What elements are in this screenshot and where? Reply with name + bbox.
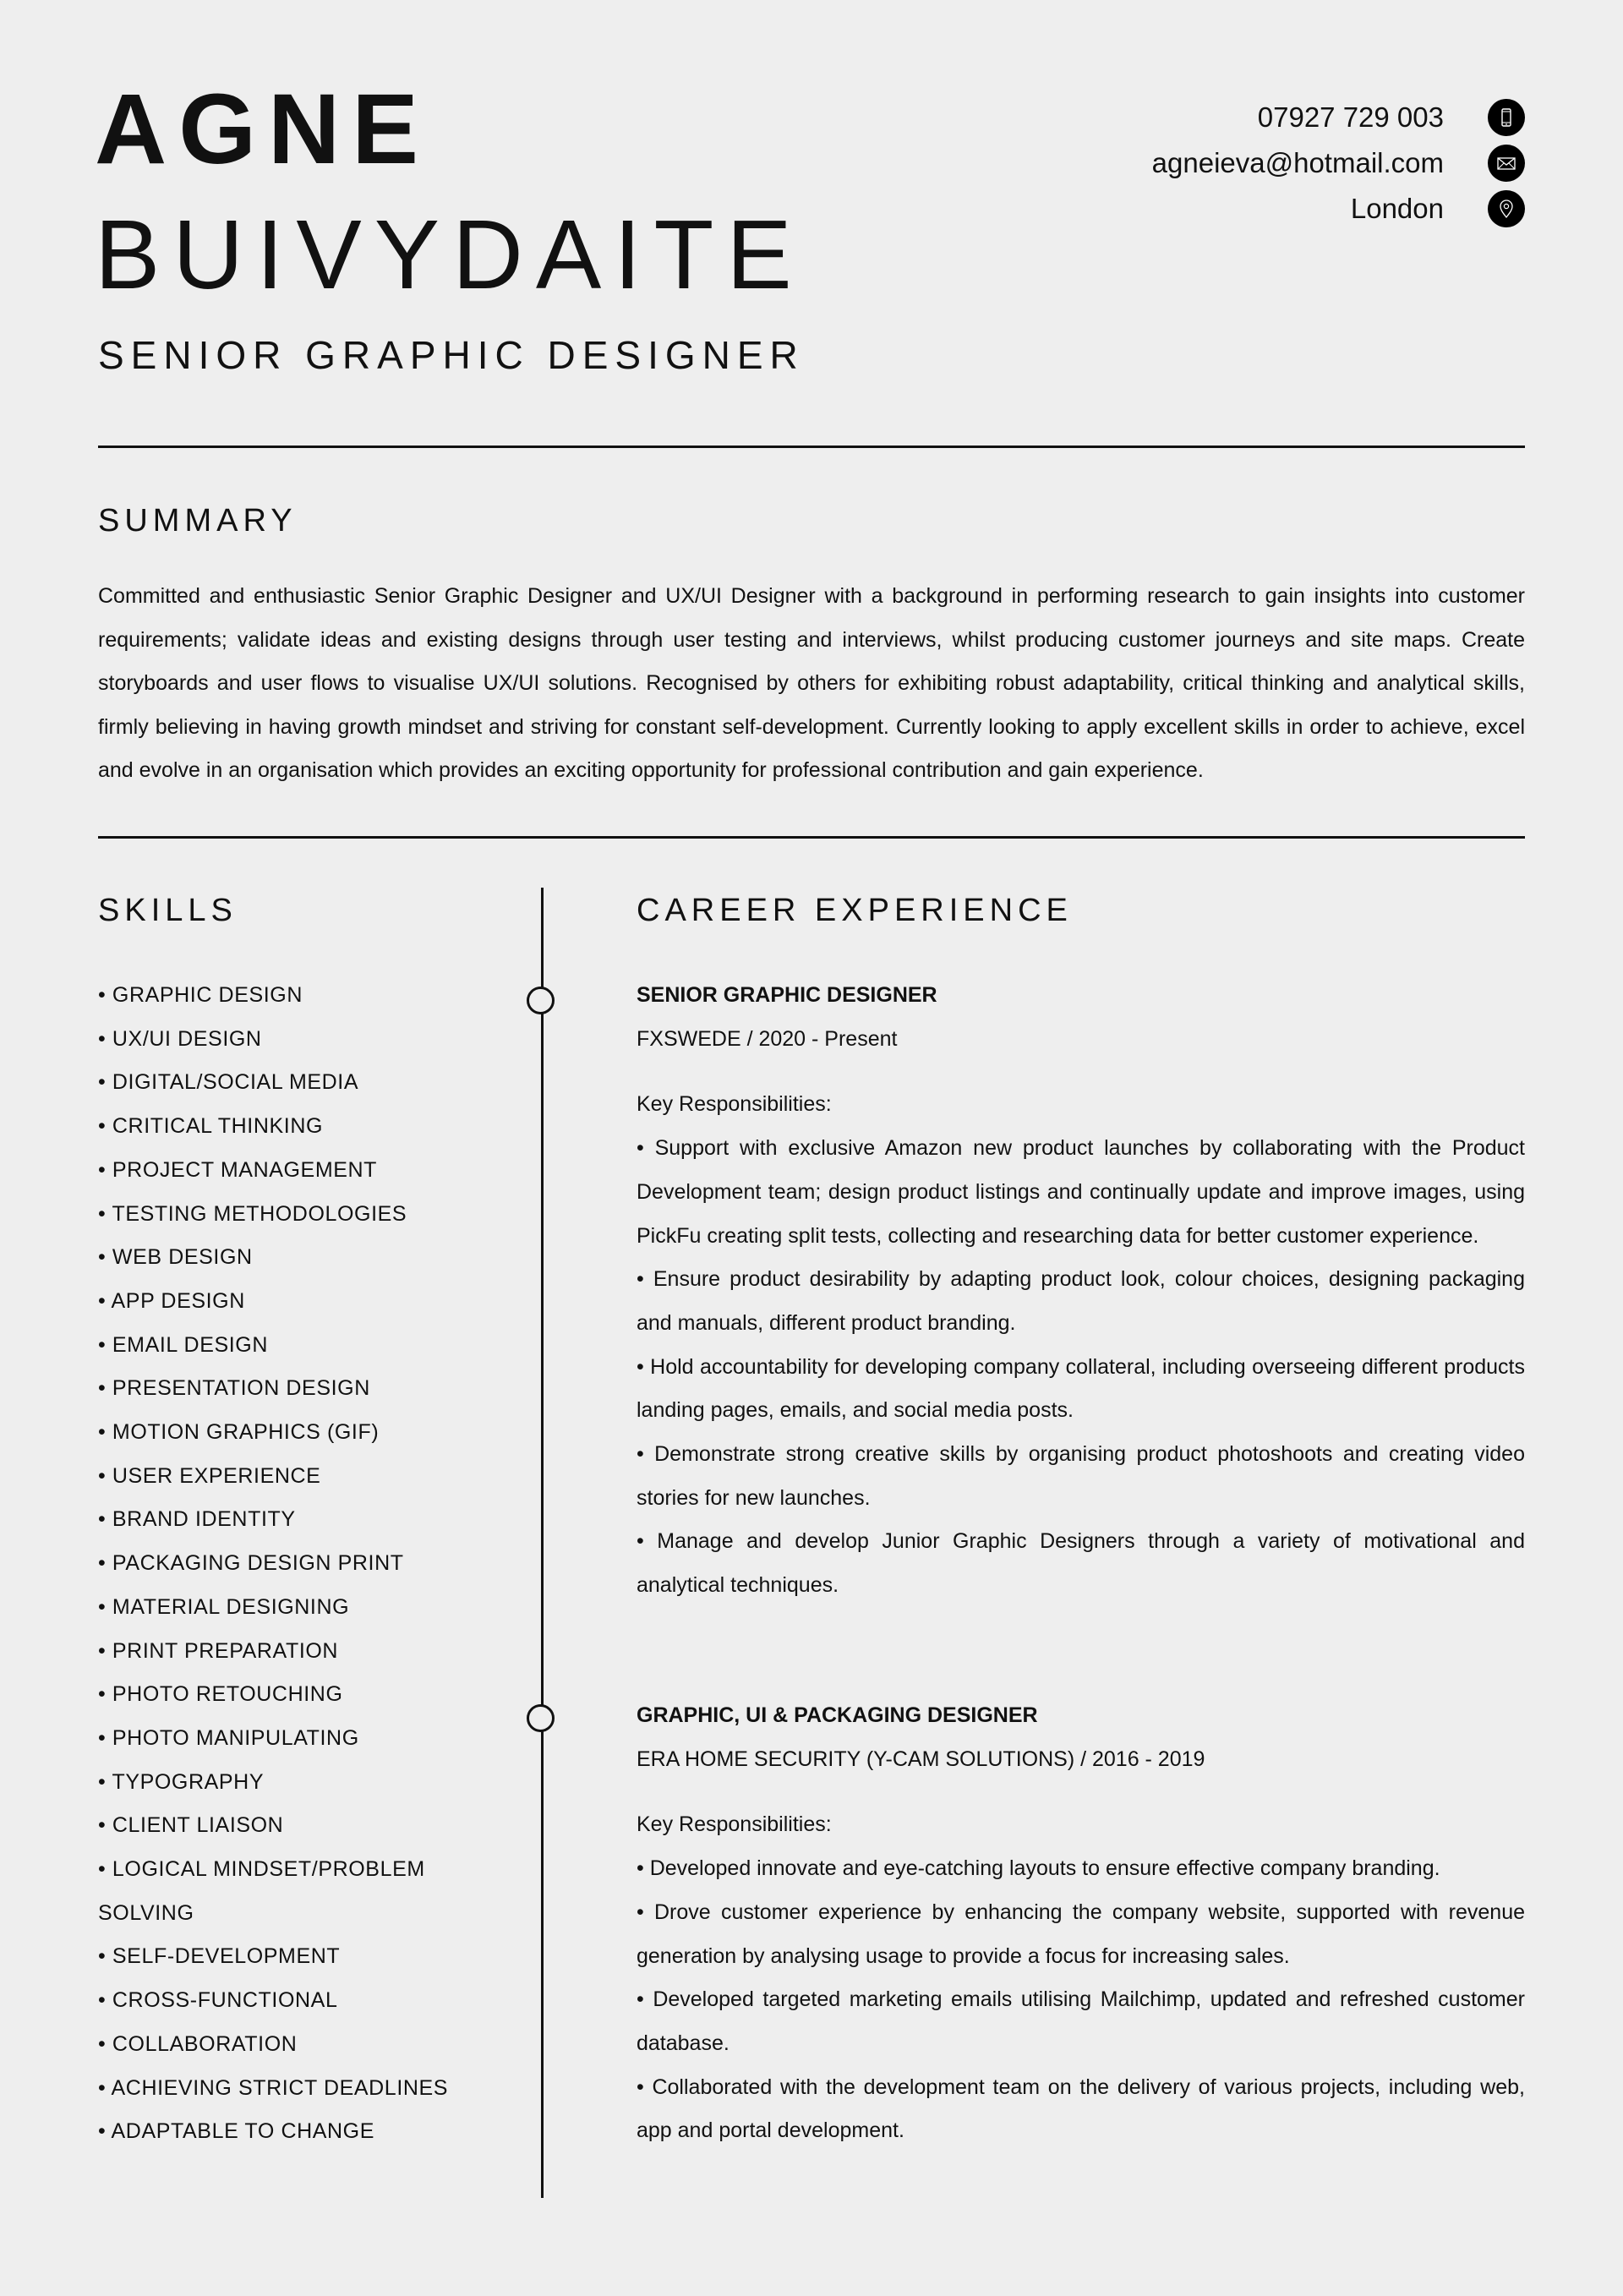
job-role: SENIOR GRAPHIC DESIGNER	[637, 983, 937, 1007]
skill-item: • ACHIEVING STRICT DEADLINES	[98, 2075, 449, 2100]
job-bullet: • Collaborated with the development team on the delivery of various projects, including web, app and portal development.	[637, 2075, 1525, 2143]
skill-item: • PRESENTATION DESIGN	[98, 1376, 370, 1401]
timeline-dot-job-2	[527, 1704, 555, 1732]
skill-item: • ADAPTABLE TO CHANGE	[98, 2119, 375, 2144]
contact-location	[849, 186, 1525, 232]
skill-item: • CRITICAL THINKING	[98, 1114, 324, 1139]
skill-item: • PHOTO MANIPULATING	[98, 1725, 359, 1750]
job-company: FXSWEDE / 2020 - Present	[637, 1026, 898, 1051]
job-entry	[637, 1694, 1525, 2153]
skill-item: • PHOTO RETOUCHING	[98, 1682, 343, 1707]
skill-item: • SELF-DEVELOPMENT	[98, 1944, 341, 1969]
job-bullet: • Demonstrate strong creative skills by organising product photoshoots and creating video stories for new launches.	[637, 1442, 1525, 1510]
skills-list	[98, 974, 487, 2154]
skill-item: • COLLABORATION	[98, 2031, 298, 2056]
last-name: BUIVYDAITE	[95, 200, 805, 309]
skill-item: • DIGITAL/SOCIAL MEDIA	[98, 1070, 359, 1095]
email-address[interactable]: agneieva@hotmail.com	[1151, 147, 1444, 178]
location-pin-icon	[1488, 190, 1525, 227]
skill-item: • MATERIAL DESIGNING	[98, 1594, 350, 1619]
divider	[98, 446, 1525, 448]
job-entry	[637, 974, 1525, 1608]
skill-item: • GRAPHIC DESIGN	[98, 983, 303, 1007]
skill-item: • PROJECT MANAGEMENT	[98, 1157, 378, 1182]
divider	[98, 836, 1525, 839]
skill-item: • BRAND IDENTITY	[98, 1507, 296, 1532]
career-heading: CAREER EXPERIENCE	[637, 893, 1073, 928]
job-bullets	[637, 1847, 1525, 2153]
skill-item: • PACKAGING DESIGN PRINT	[98, 1551, 404, 1576]
summary-heading: SUMMARY	[98, 503, 298, 538]
skill-item: • TYPOGRAPHY	[98, 1769, 265, 1794]
phone-icon	[1488, 99, 1525, 136]
envelope-icon	[1488, 145, 1525, 182]
skill-item: • EMAIL DESIGN	[98, 1332, 268, 1357]
skills-heading: SKILLS	[98, 893, 238, 928]
skill-item: • LOGICAL MINDSET/PROBLEM SOLVING	[98, 1857, 425, 1925]
skill-item: • CROSS-FUNCTIONAL	[98, 1988, 338, 2013]
job-role: GRAPHIC, UI & PACKAGING DESIGNER	[637, 1703, 1038, 1727]
job-bullet: • Support with exclusive Amazon new product launches by collaborating with the Product Development team; design product listings and continually update and improve images, using PickFu creating split tests, collecting and researching data for better customer experience.	[637, 1136, 1525, 1248]
contact-email	[849, 140, 1525, 186]
skill-item: • WEB DESIGN	[98, 1245, 253, 1270]
job-bullets	[637, 1127, 1525, 1608]
key-responsibilities-label: Key Responsibilities:	[637, 1812, 832, 1837]
first-name: AGNE	[95, 74, 430, 185]
job-bullet: • Developed targeted marketing emails utilising Mailchimp, updated and refreshed customer database.	[637, 1987, 1525, 2055]
skill-item: • PRINT PREPARATION	[98, 1638, 339, 1663]
skill-item: • CLIENT LIAISON	[98, 1813, 284, 1838]
location-text: London	[1350, 193, 1444, 224]
job-bullet: • Ensure product desirability by adapting product look, colour choices, designing packaging and manuals, different product branding.	[637, 1267, 1525, 1335]
job-bullet: • Manage and develop Junior Graphic Designers through a variety of motivational and analytical techniques.	[637, 1529, 1525, 1598]
skill-item: • MOTION GRAPHICS (GIF)	[98, 1420, 380, 1445]
summary-text: Committed and enthusiastic Senior Graphic Designer and UX/UI Designer with a background in performing research to gain insights into customer requirements; validate ideas and existing designs through user testing and interviews, whilst producing customer journeys and site maps. Create storyboards and user flows to visualise UX/UI solutions. Recognised by others for exhibiting robust adaptability, critical thinking and analytical skills, firmly believing in having growth mindset and striving for constant self-development. Currently looking to apply excellent skills in order to achieve, excel and evolve in an organisation which provides an exciting opportunity for professional contribution and gain experience.	[98, 584, 1525, 783]
job-company: ERA HOME SECURITY (Y-CAM SOLUTIONS) / 2016 - 2019	[637, 1747, 1205, 1771]
timeline-dot-job-1	[527, 987, 555, 1014]
skill-item: • UX/UI DESIGN	[98, 1026, 262, 1051]
timeline-line	[541, 888, 544, 2198]
job-title: SENIOR GRAPHIC DESIGNER	[98, 333, 805, 377]
contact-phone	[849, 95, 1525, 140]
skill-item: • USER EXPERIENCE	[98, 1463, 321, 1488]
job-bullet: • Hold accountability for developing company collateral, including overseeing different products landing pages, emails, and social media posts.	[637, 1354, 1525, 1423]
skill-item: • TESTING METHODOLOGIES	[98, 1201, 407, 1226]
skill-item: • APP DESIGN	[98, 1288, 245, 1313]
key-responsibilities-label: Key Responsibilities:	[637, 1092, 832, 1117]
job-bullet: • Drove customer experience by enhancing the company website, supported with revenue generation by analysing usage to provide a focus for increasing sales.	[637, 1900, 1525, 1968]
contact-block	[849, 95, 1525, 232]
job-bullet: • Developed innovate and eye-catching layouts to ensure effective company branding.	[637, 1856, 1440, 1881]
phone-number[interactable]: 07927 729 003	[1257, 101, 1444, 133]
